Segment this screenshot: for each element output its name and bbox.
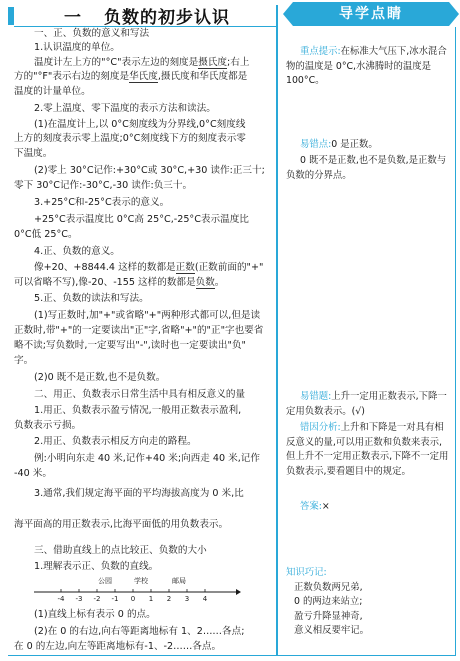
rhyme-line: 盈亏升降显神奇, bbox=[294, 610, 363, 622]
text-line: 零下 30°C记作:-30°C,-30 读作:负三十。 bbox=[14, 180, 193, 191]
note-tag: 易错点: bbox=[300, 139, 332, 150]
rhyme-line: 意义相反要牢记。 bbox=[294, 625, 370, 636]
text-line: 负数表示亏损。 bbox=[14, 420, 82, 431]
text-line: 字。 bbox=[14, 355, 34, 366]
text-line: 下温度。 bbox=[14, 148, 53, 159]
text-line: 温度的计量单位。 bbox=[14, 86, 91, 97]
underlined-term: 负数 bbox=[195, 277, 215, 288]
text-line: 1.理解表示正、负数的直线。 bbox=[34, 561, 159, 572]
note-error-analysis bbox=[286, 421, 450, 479]
text-line: 1.用正、负数表示盈亏情况,一般用正数表示盈利, bbox=[34, 405, 242, 416]
title-text: 负数的初步认识 bbox=[104, 8, 230, 28]
text-line bbox=[34, 56, 249, 70]
text-span: 方的"°F"表示右边的刻度是 bbox=[14, 71, 130, 82]
text-span: ;右上 bbox=[227, 57, 250, 68]
tick-label: -1 bbox=[111, 595, 119, 603]
text-span: ,摄氏度和华氏度都是 bbox=[157, 71, 248, 82]
text-line: 海平面高的用正数表示,比海平面低的用负数表示。 bbox=[14, 519, 229, 530]
note-memory-tip bbox=[286, 566, 450, 639]
text-line: (1)直线上标有表示 0 的点。 bbox=[34, 609, 156, 620]
text-line: (2)零上 30°C记作:+30°C或 30°C,+30 读作:正三十; bbox=[34, 165, 265, 176]
text-line: (1)在温度计上,以 0°C刻度线为分界线,0°C刻度线 bbox=[34, 119, 246, 130]
note-error-point bbox=[286, 138, 450, 153]
note-error-explanation: 0 既不是正数,也不是负数,是正数与负数的分界点。 bbox=[286, 155, 447, 181]
note-tag: 易错题: bbox=[300, 391, 332, 402]
section-heading-2: 二、用正、负数表示日常生活中具有相反意义的量 bbox=[34, 389, 246, 400]
tick-label: 0 bbox=[130, 595, 136, 603]
section-heading-1: 一、正、负数的意义和写法 bbox=[34, 28, 150, 39]
text-line: 3.通常,我们规定海平面的平均海拔高度为 0 米,比 bbox=[34, 488, 244, 499]
text-line: -40 米。 bbox=[14, 468, 52, 479]
underlined-term: 正数 bbox=[175, 262, 195, 273]
text-line: 3.+25°C和-25°C表示的意义。 bbox=[34, 197, 170, 208]
text-span: 。 bbox=[214, 277, 225, 288]
note-text: 0 是正数。 bbox=[331, 139, 378, 150]
text-line: 0°C低 25°C。 bbox=[14, 229, 78, 240]
note-text: × bbox=[321, 501, 330, 512]
text-line: 4.正、负数的意义。 bbox=[34, 246, 120, 257]
text-line bbox=[14, 70, 247, 84]
page-frame-right bbox=[455, 27, 456, 655]
text-line: 在 0 的左边,向左等距离地标有-1、-2……各点。 bbox=[14, 641, 222, 652]
text-line: 2.用正、负数表示相反方向走的路程。 bbox=[34, 436, 197, 447]
page-frame-bottom bbox=[8, 655, 456, 656]
text-line bbox=[14, 276, 224, 290]
text-line: 正数时,带"+"的一定要读出"正"字,省略"+"的"正"字也要省 bbox=[14, 325, 264, 336]
tick-label: -2 bbox=[93, 595, 101, 603]
tick-label: -4 bbox=[57, 595, 65, 603]
note-key-point bbox=[286, 45, 450, 89]
tick-label: 1 bbox=[148, 595, 154, 603]
note-tag: 错因分析: bbox=[300, 422, 341, 433]
section-heading-3: 三、借助直线上的点比较正、负数的大小 bbox=[34, 545, 207, 556]
tick-label: 4 bbox=[202, 595, 208, 603]
note-tag: 重点提示: bbox=[300, 46, 341, 57]
label-school: 学校 bbox=[134, 577, 148, 585]
text-span: 温度计左上方的"°C"表示左边的刻度是 bbox=[34, 57, 199, 68]
text-line: 上方的刻度表示零上温度;0°C刻度线下方的刻度表示零 bbox=[14, 133, 246, 144]
page-title bbox=[14, 3, 272, 27]
underlined-term: 华氏度 bbox=[129, 71, 158, 82]
text-line: 例:小明向东走 40 米,记作+40 米;向西走 40 米,记作 bbox=[34, 453, 260, 464]
note-text: 上升一定用正数表示,下降一定用负数表示。(√) bbox=[286, 391, 447, 417]
text-line: 5.正、负数的读法和写法。 bbox=[34, 293, 149, 304]
tick-label: 2 bbox=[166, 595, 172, 603]
text-line: 1.认识温度的单位。 bbox=[34, 42, 120, 53]
text-line: (2)0 既不是正数,也不是负数。 bbox=[34, 372, 166, 383]
rhyme-line: 正数负数两兄弟, bbox=[294, 581, 363, 593]
rhyme-line: 0 的两边来站立; bbox=[294, 596, 363, 607]
text-line: +25°C表示温度比 0°C高 25°C,-25°C表示温度比 bbox=[34, 214, 249, 225]
sidebar-title-banner: 导学点睛 bbox=[293, 2, 449, 26]
text-line: (2)在 0 的右边,向右等距离地标有 1、2……各点; bbox=[34, 626, 245, 637]
text-line: 2.零上温度、零下温度的表示方法和读法。 bbox=[34, 103, 216, 114]
title-number: 一 bbox=[64, 8, 82, 28]
label-post-office: 邮局 bbox=[172, 577, 186, 585]
tick-label: 3 bbox=[184, 595, 190, 603]
label-park: 公园 bbox=[98, 577, 112, 585]
text-span: (正数前面的"+" bbox=[194, 262, 264, 273]
note-tag: 知识巧记: bbox=[286, 567, 327, 578]
underlined-term: 摄氏度 bbox=[198, 57, 228, 68]
note-text: 上升和下降是一对具有相反意义的量,可以用正数和负数来表示,但上升不一定用正数表示,下降不一定用负数表示,要看题目中的规定。 bbox=[286, 422, 449, 477]
note-text: 在标准大气压下,冰水混合物的温度是 0°C,水沸腾时的温度是 100°C。 bbox=[286, 46, 447, 86]
column-divider bbox=[276, 5, 278, 656]
text-line: (1)写正数时,加"+"或省略"+"两种形式都可以,但是读 bbox=[34, 310, 261, 321]
note-answer bbox=[286, 500, 450, 515]
text-span: 可以省略不写),像-20、-155 这样的数都是 bbox=[14, 277, 196, 288]
note-error-question bbox=[286, 390, 450, 419]
tick-label: -3 bbox=[75, 595, 83, 603]
note-tag: 答案: bbox=[300, 501, 322, 512]
text-line: 略不读;写负数时,一定要写出"-",读时也一定要读出"负" bbox=[14, 340, 246, 351]
text-span: 像+20、+8844.4 这样的数都是 bbox=[34, 262, 176, 273]
text-line bbox=[34, 261, 263, 275]
